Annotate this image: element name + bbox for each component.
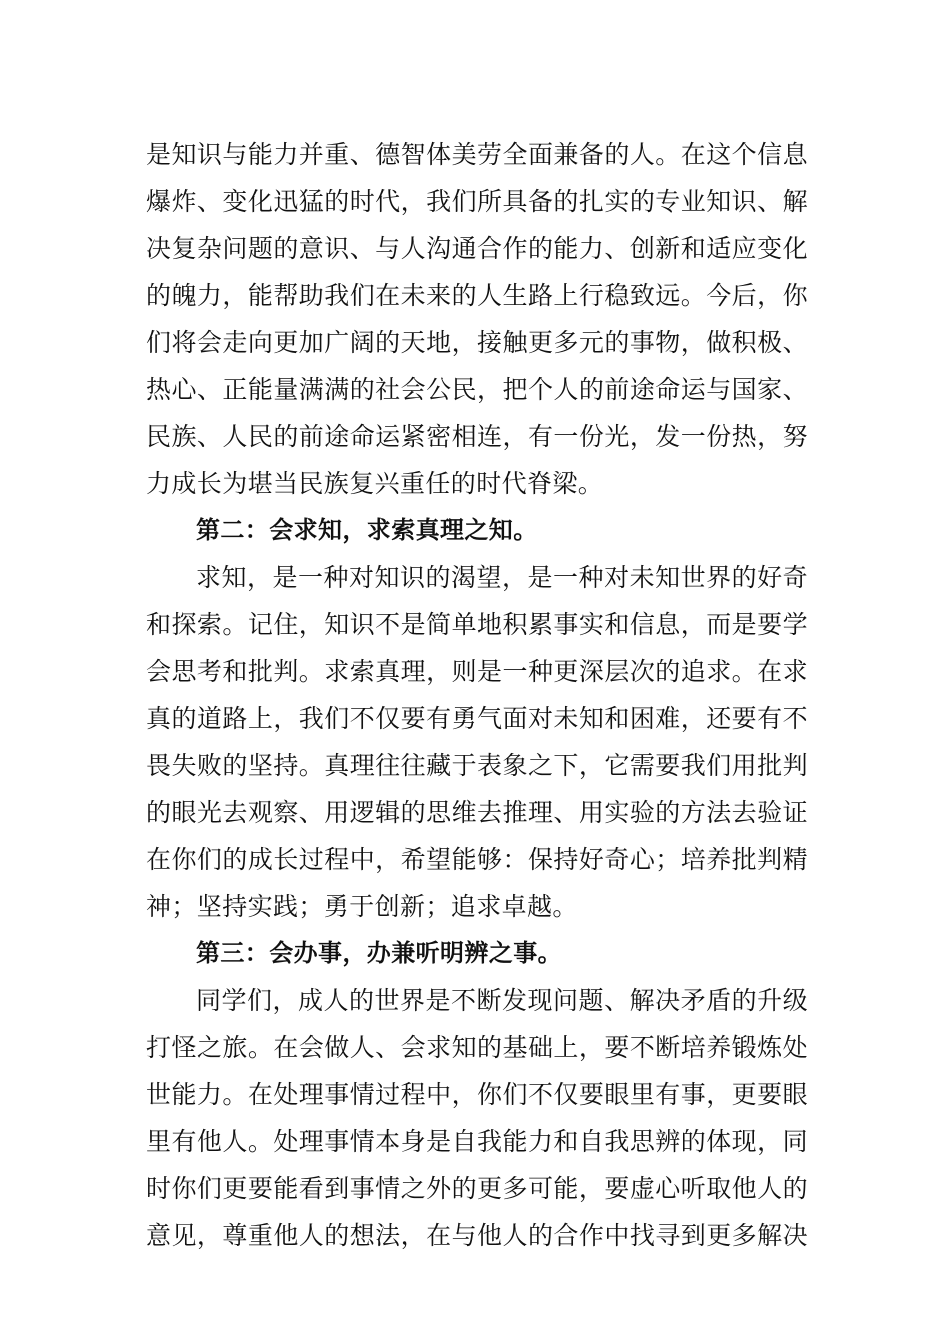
text-line: 时你们更要能看到事情之外的更多可能，要虚心听取他人的 [146,1174,808,1203]
document-page [146,131,808,1259]
text-line: 民族、人民的前途命运紧密相连，有一份光，发一份热，努 [146,422,808,451]
text-line: 爆炸、变化迅猛的时代，我们所具备的扎实的专业知识、解 [146,187,808,216]
text-line: 是知识与能力并重、德智体美劳全面兼备的人。在这个信息 [146,140,808,169]
text-line: 畏失败的坚持。真理往往藏于表象之下，它需要我们用批判 [146,751,808,780]
text-line: 同学们，成人的世界是不断发现问题、解决矛盾的升级 [196,986,808,1015]
text-line: 里有他人。处理事情本身是自我能力和自我思辨的体现，同 [146,1127,808,1156]
text-line: 力成长为堪当民族复兴重任的时代脊梁。 [146,469,604,498]
text-line: 们将会走向更加广阔的天地，接触更多元的事物，做积极、 [146,328,808,357]
text-line: 世能力。在处理事情过程中，你们不仅要眼里有事，更要眼 [146,1080,808,1109]
text-line: 和探索。记住，知识不是简单地积累事实和信息，而是要学 [146,610,808,639]
text-line: 意见，尊重他人的想法，在与他人的合作中找寻到更多解决 [146,1221,808,1250]
text-line: 热心、正能量满满的社会公民，把个人的前途命运与国家、 [146,375,808,404]
section-heading-2: 第二：会求知，求索真理之知。 [196,516,538,544]
paragraph-1 [146,131,808,507]
paragraph-3 [146,977,808,1259]
text-line: 会思考和批判。求索真理，则是一种更深层次的追求。在求 [146,657,808,686]
text-line: 求知，是一种对知识的渴望，是一种对未知世界的好奇 [196,563,808,592]
text-line: 决复杂问题的意识、与人沟通合作的能力、创新和适应变化 [146,234,808,263]
section-heading-3: 第三：会办事，办兼听明辨之事。 [196,939,562,967]
paragraph-2 [146,554,808,930]
text-line: 在你们的成长过程中，希望能够：保持好奇心；培养批判精 [146,845,808,874]
text-line: 的眼光去观察、用逻辑的思维去推理、用实验的方法去验证 [146,798,808,827]
text-line: 的魄力，能帮助我们在未来的人生路上行稳致远。今后，你 [146,281,808,310]
text-line: 真的道路上，我们不仅要有勇气面对未知和困难，还要有不 [146,704,808,733]
text-line: 神；坚持实践；勇于创新；追求卓越。 [146,892,578,921]
text-line: 打怪之旅。在会做人、会求知的基础上，要不断培养锻炼处 [146,1033,808,1062]
